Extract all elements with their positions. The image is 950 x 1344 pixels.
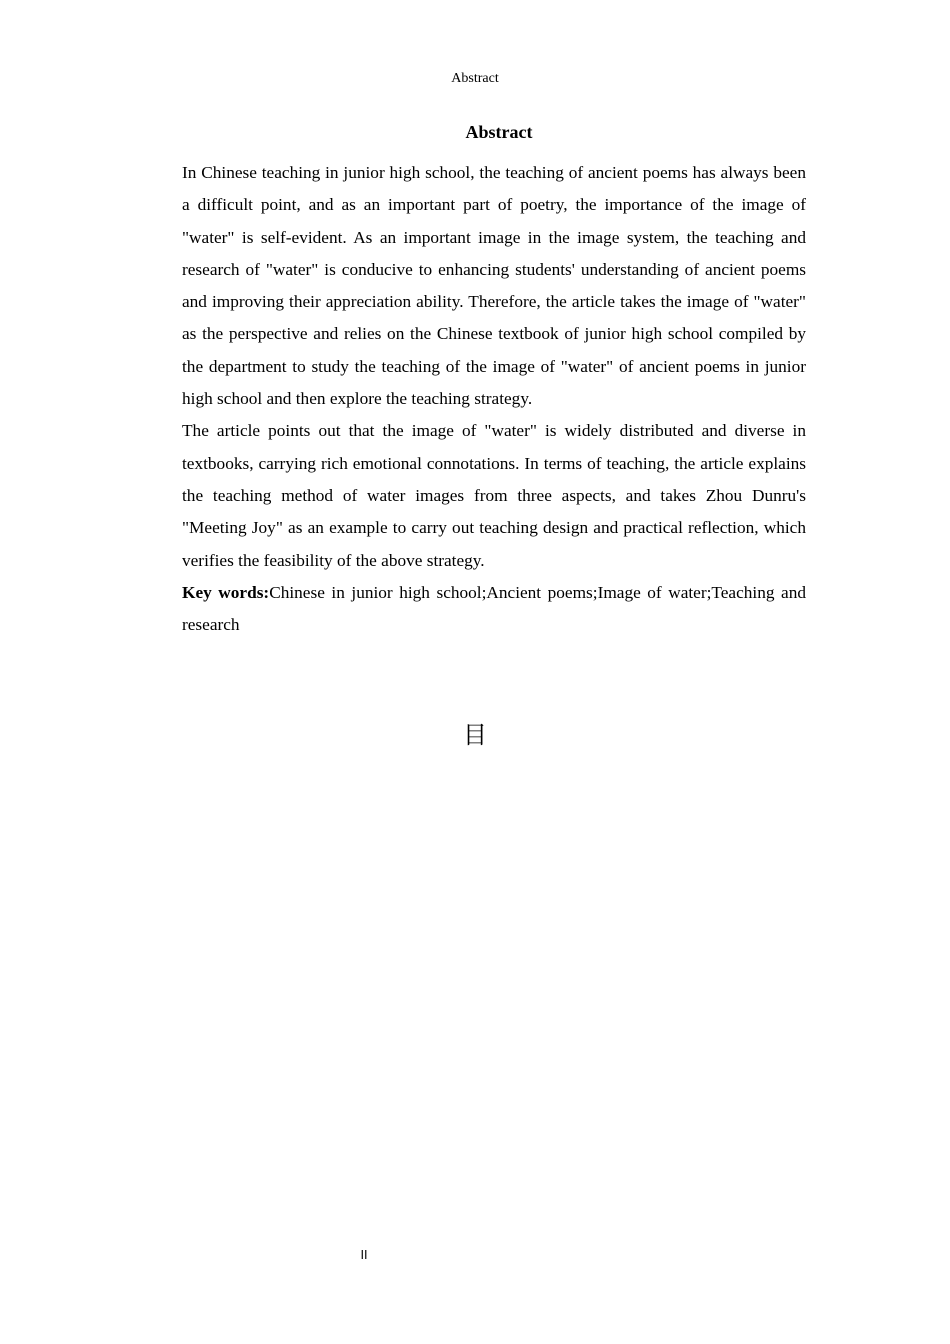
- page-number: II: [360, 1248, 368, 1262]
- keywords-line: [182, 577, 806, 642]
- keywords-text: Chinese in junior high school;Ancient poems;Image of water;Teaching and research: [182, 582, 806, 635]
- abstract-body: [182, 157, 806, 641]
- abstract-paragraph-2: The article points out that the image of "water" is widely distributed and diverse in textbooks, carrying rich emotional connotations. In terms of teaching, the article explains the teaching method of water images from three aspects, and takes Zhou Dunru's "Meeting Joy" as an example to carry out teaching design and practical reflection, which verifies the feasibility of the above strategy.: [182, 421, 806, 570]
- keywords-label: Key words:: [182, 582, 270, 602]
- abstract-title: Abstract: [465, 122, 533, 142]
- abstract-paragraph-1: In Chinese teaching in junior high school, the teaching of ancient poems has always been a difficult point, and as an important part of poetry, the importance of the image of "water" is self-evident. As an important image in the image system, the teaching and research of "water" is conducive to enhancing students' understanding of ancient poems and improving their appreciation ability. Therefore, the article takes the image of "water" as the perspective and relies on the Chinese textbook of junior high school compiled by the department to study the teaching of the image of "water" of ancient poems in junior high school and then explore the teaching strategy.: [182, 163, 806, 409]
- running-header: Abstract: [451, 71, 499, 86]
- toc-heading: 目: [463, 721, 487, 749]
